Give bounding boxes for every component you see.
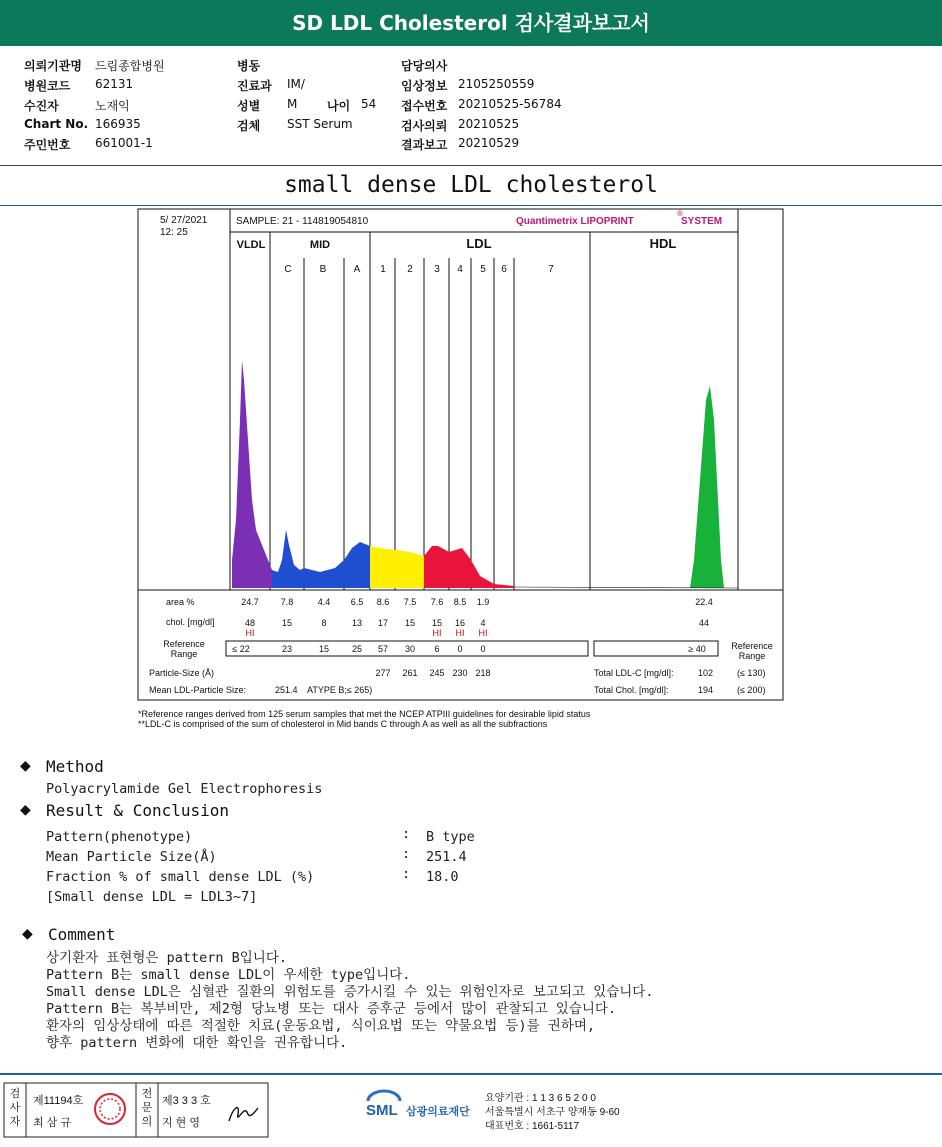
area-value: 8.6 <box>376 597 390 607</box>
result-row-label: Fraction % of small dense LDL (%) <box>46 869 315 885</box>
particle-size-value: 230 <box>452 668 468 678</box>
total-reference: (≤ 130) <box>737 668 766 678</box>
total-label: Total Chol. [mg/dl]: <box>594 685 669 695</box>
info-value: 62131 <box>95 77 134 91</box>
divider <box>0 165 942 166</box>
info-label: 나이 <box>327 99 351 113</box>
run-time: 12: 25 <box>160 227 188 238</box>
chol-value: 48 <box>244 618 256 628</box>
footer-address: 대표번호 : 1661-5117 <box>485 1121 580 1132</box>
footer-address: 서울특별시 서초구 양재동 9-60 <box>485 1107 620 1118</box>
info-value: 20210525 <box>458 117 520 131</box>
method-text: Polyacrylamide Gel Electrophoresis <box>46 781 323 797</box>
area-value: 8.5 <box>453 597 467 607</box>
info-value: 드림종합병원 <box>95 59 165 73</box>
info-value: 166935 <box>95 117 141 131</box>
info-label: 주민번호 <box>24 138 71 152</box>
result-colon: : <box>402 846 411 862</box>
chol-value: 15 <box>404 618 416 628</box>
reference-value: 6 <box>434 644 440 654</box>
mean-ldl-type: ATYPE B;≤ 265) <box>307 685 373 695</box>
info-value: 20210525-56784 <box>458 97 562 111</box>
info-label: 임상정보 <box>401 79 448 93</box>
particle-size-value: 218 <box>475 668 491 678</box>
info-value: M <box>287 97 298 111</box>
area-value: 1.9 <box>476 597 490 607</box>
specialist-name: 지 현 영 <box>162 1117 200 1129</box>
info-label: 의뢰기관명 <box>24 59 82 73</box>
comment-line: 상기환자 표현형은 pattern B입니다. <box>46 950 287 966</box>
mid-a-peak <box>344 542 370 588</box>
band-label: 1 <box>380 264 386 275</box>
hdl-peak <box>690 386 724 588</box>
info-value: 2105250559 <box>458 77 535 91</box>
row-label-chol: chol. [mg/dl] <box>166 617 215 627</box>
row-label-reference: Reference <box>163 639 205 649</box>
report-title: SD LDL Cholesterol 검사결과보고서 <box>292 11 650 35</box>
row-label-mean-size: Mean LDL-Particle Size: <box>149 685 247 695</box>
result-row-value: 251.4 <box>426 849 467 865</box>
mid-b-peak <box>304 560 344 588</box>
total-value: 102 <box>697 668 713 678</box>
hi-flag: HI <box>455 628 465 638</box>
total-reference: (≤ 200) <box>737 685 766 695</box>
comment-line: Pattern B는 복부비만, 제2형 당뇨병 또는 대사 증후군 등에서 많이 관찰되고 있습니다. <box>46 1001 617 1017</box>
area-value: 4.4 <box>317 597 331 607</box>
reference-value: 23 <box>281 644 293 654</box>
specialist-license-no: 제3 3 3 호 <box>162 1095 211 1107</box>
area-value: 24.7 <box>241 597 259 607</box>
reference-value: 0 <box>457 644 463 654</box>
footer-rule <box>0 1073 942 1075</box>
ldl3-peak <box>424 546 449 588</box>
band-group-label: LDL <box>466 236 492 251</box>
info-value: IM/ <box>287 77 305 91</box>
info-label: Chart No. <box>24 117 89 131</box>
area-value: 22.4 <box>695 597 713 607</box>
reference-value: 25 <box>351 644 363 654</box>
reference-value: 30 <box>404 644 416 654</box>
comment-line: Pattern B는 small dense LDL이 우세한 type입니다. <box>46 967 411 983</box>
ldl5-peak <box>471 560 494 588</box>
method-title: Method <box>46 757 104 776</box>
info-label: 진료과 <box>237 79 272 93</box>
ldl2-peak <box>395 550 424 588</box>
info-label: 검체 <box>237 119 261 133</box>
comment-line: 환자의 임상상태에 따른 적절한 치료(운동요법, 식이요법 또는 약물요법 등)를 권하며, <box>46 1018 596 1034</box>
mean-ldl-size-value: 251.4 <box>275 685 298 695</box>
result-row-label: Mean Particle Size(Å) <box>46 849 217 865</box>
brand-name: Quantimetrix LIPOPRINT <box>516 216 634 227</box>
right-range-label: Range <box>738 651 766 661</box>
band-label: B <box>319 264 327 275</box>
brand-suffix: SYSTEM <box>681 216 723 227</box>
result-colon: : <box>402 826 411 842</box>
info-value: SST Serum <box>287 117 353 131</box>
brand-registered-mark: ® <box>677 209 683 218</box>
band-label: 4 <box>457 264 463 275</box>
chol-value: 13 <box>351 618 363 628</box>
info-label: 병원코드 <box>24 79 71 93</box>
specialist-label: 전 <box>141 1088 153 1100</box>
band-label: 2 <box>407 264 413 275</box>
reference-value: 15 <box>318 644 330 654</box>
band-label: 6 <box>501 264 507 275</box>
result-row-label: Pattern(phenotype) <box>46 829 193 845</box>
result-title: Result & Conclusion <box>46 801 230 820</box>
method-bullet-icon: ◆ <box>20 758 31 774</box>
footnote: *Reference ranges derived from 125 serum samples that met the NCEP ATPIII guidelines for desirable lipid status <box>138 709 591 719</box>
band-label: C <box>284 264 292 275</box>
row-label-area: area % <box>166 597 195 607</box>
chol-value: 16 <box>454 618 466 628</box>
logo-text: SML <box>366 1102 398 1119</box>
area-value: 7.6 <box>430 597 444 607</box>
inspector-label: 자 <box>9 1116 21 1128</box>
info-label: 병동 <box>237 59 261 73</box>
comment-title: Comment <box>48 925 116 944</box>
logo-org-name: 삼광의료재단 <box>406 1106 470 1118</box>
info-label: 검사의뢰 <box>401 119 448 133</box>
chol-value: 8 <box>321 618 327 628</box>
info-value: 20210529 <box>458 136 520 150</box>
chol-value: 44 <box>698 618 710 628</box>
area-value: 7.8 <box>280 597 294 607</box>
hi-flag: HI <box>432 628 442 638</box>
result-colon: : <box>402 866 411 882</box>
lipoprint-report <box>0 205 942 740</box>
report-header-bar <box>0 0 942 46</box>
chol-value: 15 <box>431 618 443 628</box>
info-label: 담당의사 <box>401 59 448 73</box>
band-label: 5 <box>480 264 486 275</box>
band-group-label: HDL <box>649 236 677 251</box>
comment-line: 향후 pattern 변화에 대한 확인을 권유합니다. <box>46 1035 348 1051</box>
chol-value: 4 <box>480 618 486 628</box>
row-label-particle-size: Particle-Size (Å) <box>149 668 215 678</box>
ldl1-peak <box>370 546 395 588</box>
seal-icon <box>100 1099 120 1119</box>
band-group-label: VLDL <box>236 239 266 251</box>
band-group-label: MID <box>309 239 331 251</box>
hi-flag: HI <box>245 628 255 638</box>
specialist-label: 문 <box>141 1102 153 1114</box>
reference-value: ≤ 22 <box>232 644 250 654</box>
area-value: 6.5 <box>350 597 364 607</box>
signature-scribble <box>229 1108 258 1121</box>
hi-flag: HI <box>478 628 488 638</box>
band-label: 3 <box>434 264 440 275</box>
inspector-license-no: 제11194호 <box>33 1095 84 1107</box>
total-label: Total LDL-C [mg/dl]: <box>594 668 674 678</box>
total-value: 194 <box>697 685 713 695</box>
comment-bullet-icon: ◆ <box>22 926 33 942</box>
ldl4-peak <box>449 548 471 588</box>
inspector-label: 사 <box>9 1102 21 1114</box>
row-label-range: Range <box>170 649 198 659</box>
info-value: 54 <box>361 97 377 111</box>
sample-id: SAMPLE: 21 - 114819054810 <box>236 216 369 227</box>
specialist-label: 의 <box>141 1116 153 1128</box>
run-date: 5/ 27/2021 <box>160 215 208 226</box>
section-title: small dense LDL cholesterol <box>284 172 658 198</box>
info-label: 수진자 <box>24 99 59 113</box>
reference-value: 57 <box>377 644 389 654</box>
particle-size-value: 277 <box>375 668 391 678</box>
area-value: 7.5 <box>403 597 417 607</box>
reference-value: 0 <box>480 644 486 654</box>
footnote: **LDL-C is comprised of the sum of cholesterol in Mid bands C through A as well as all the subfractions <box>138 719 548 729</box>
ldl6-peak <box>494 584 514 588</box>
inspector-name: 최 삼 규 <box>33 1117 71 1129</box>
right-reference-label: Reference <box>731 641 773 651</box>
result-row-value: 18.0 <box>426 869 459 885</box>
info-label: 접수번호 <box>401 99 448 113</box>
info-label: 성별 <box>237 99 261 113</box>
logo-arc-icon <box>368 1091 400 1101</box>
signature-block <box>0 1080 942 1147</box>
band-label: A <box>353 264 361 275</box>
result-bullet-icon: ◆ <box>20 802 31 818</box>
result-row-value: B type <box>426 829 475 845</box>
info-label: 결과보고 <box>401 138 448 152</box>
info-value: 노재익 <box>95 99 130 113</box>
particle-size-value: 245 <box>429 668 445 678</box>
particle-size-value: 261 <box>402 668 418 678</box>
comment-line: Small dense LDL은 심혈관 질환의 위험도를 증가시킬 수 있는 위험인자로 보고되고 있습니다. <box>46 984 654 1000</box>
mid-c-peak <box>272 530 304 588</box>
band-label: 7 <box>548 264 554 275</box>
vldl-peak <box>232 360 272 588</box>
chol-value: 15 <box>281 618 293 628</box>
info-value: 661001-1 <box>95 136 153 150</box>
inspector-label: 검 <box>9 1088 21 1100</box>
footer-address: 요양기관 : 1 1 3 6 5 2 0 0 <box>485 1093 596 1104</box>
reference-value: ≥ 40 <box>688 644 706 654</box>
chol-value: 17 <box>377 618 389 628</box>
result-note: [Small dense LDL = LDL3~7] <box>46 889 258 905</box>
